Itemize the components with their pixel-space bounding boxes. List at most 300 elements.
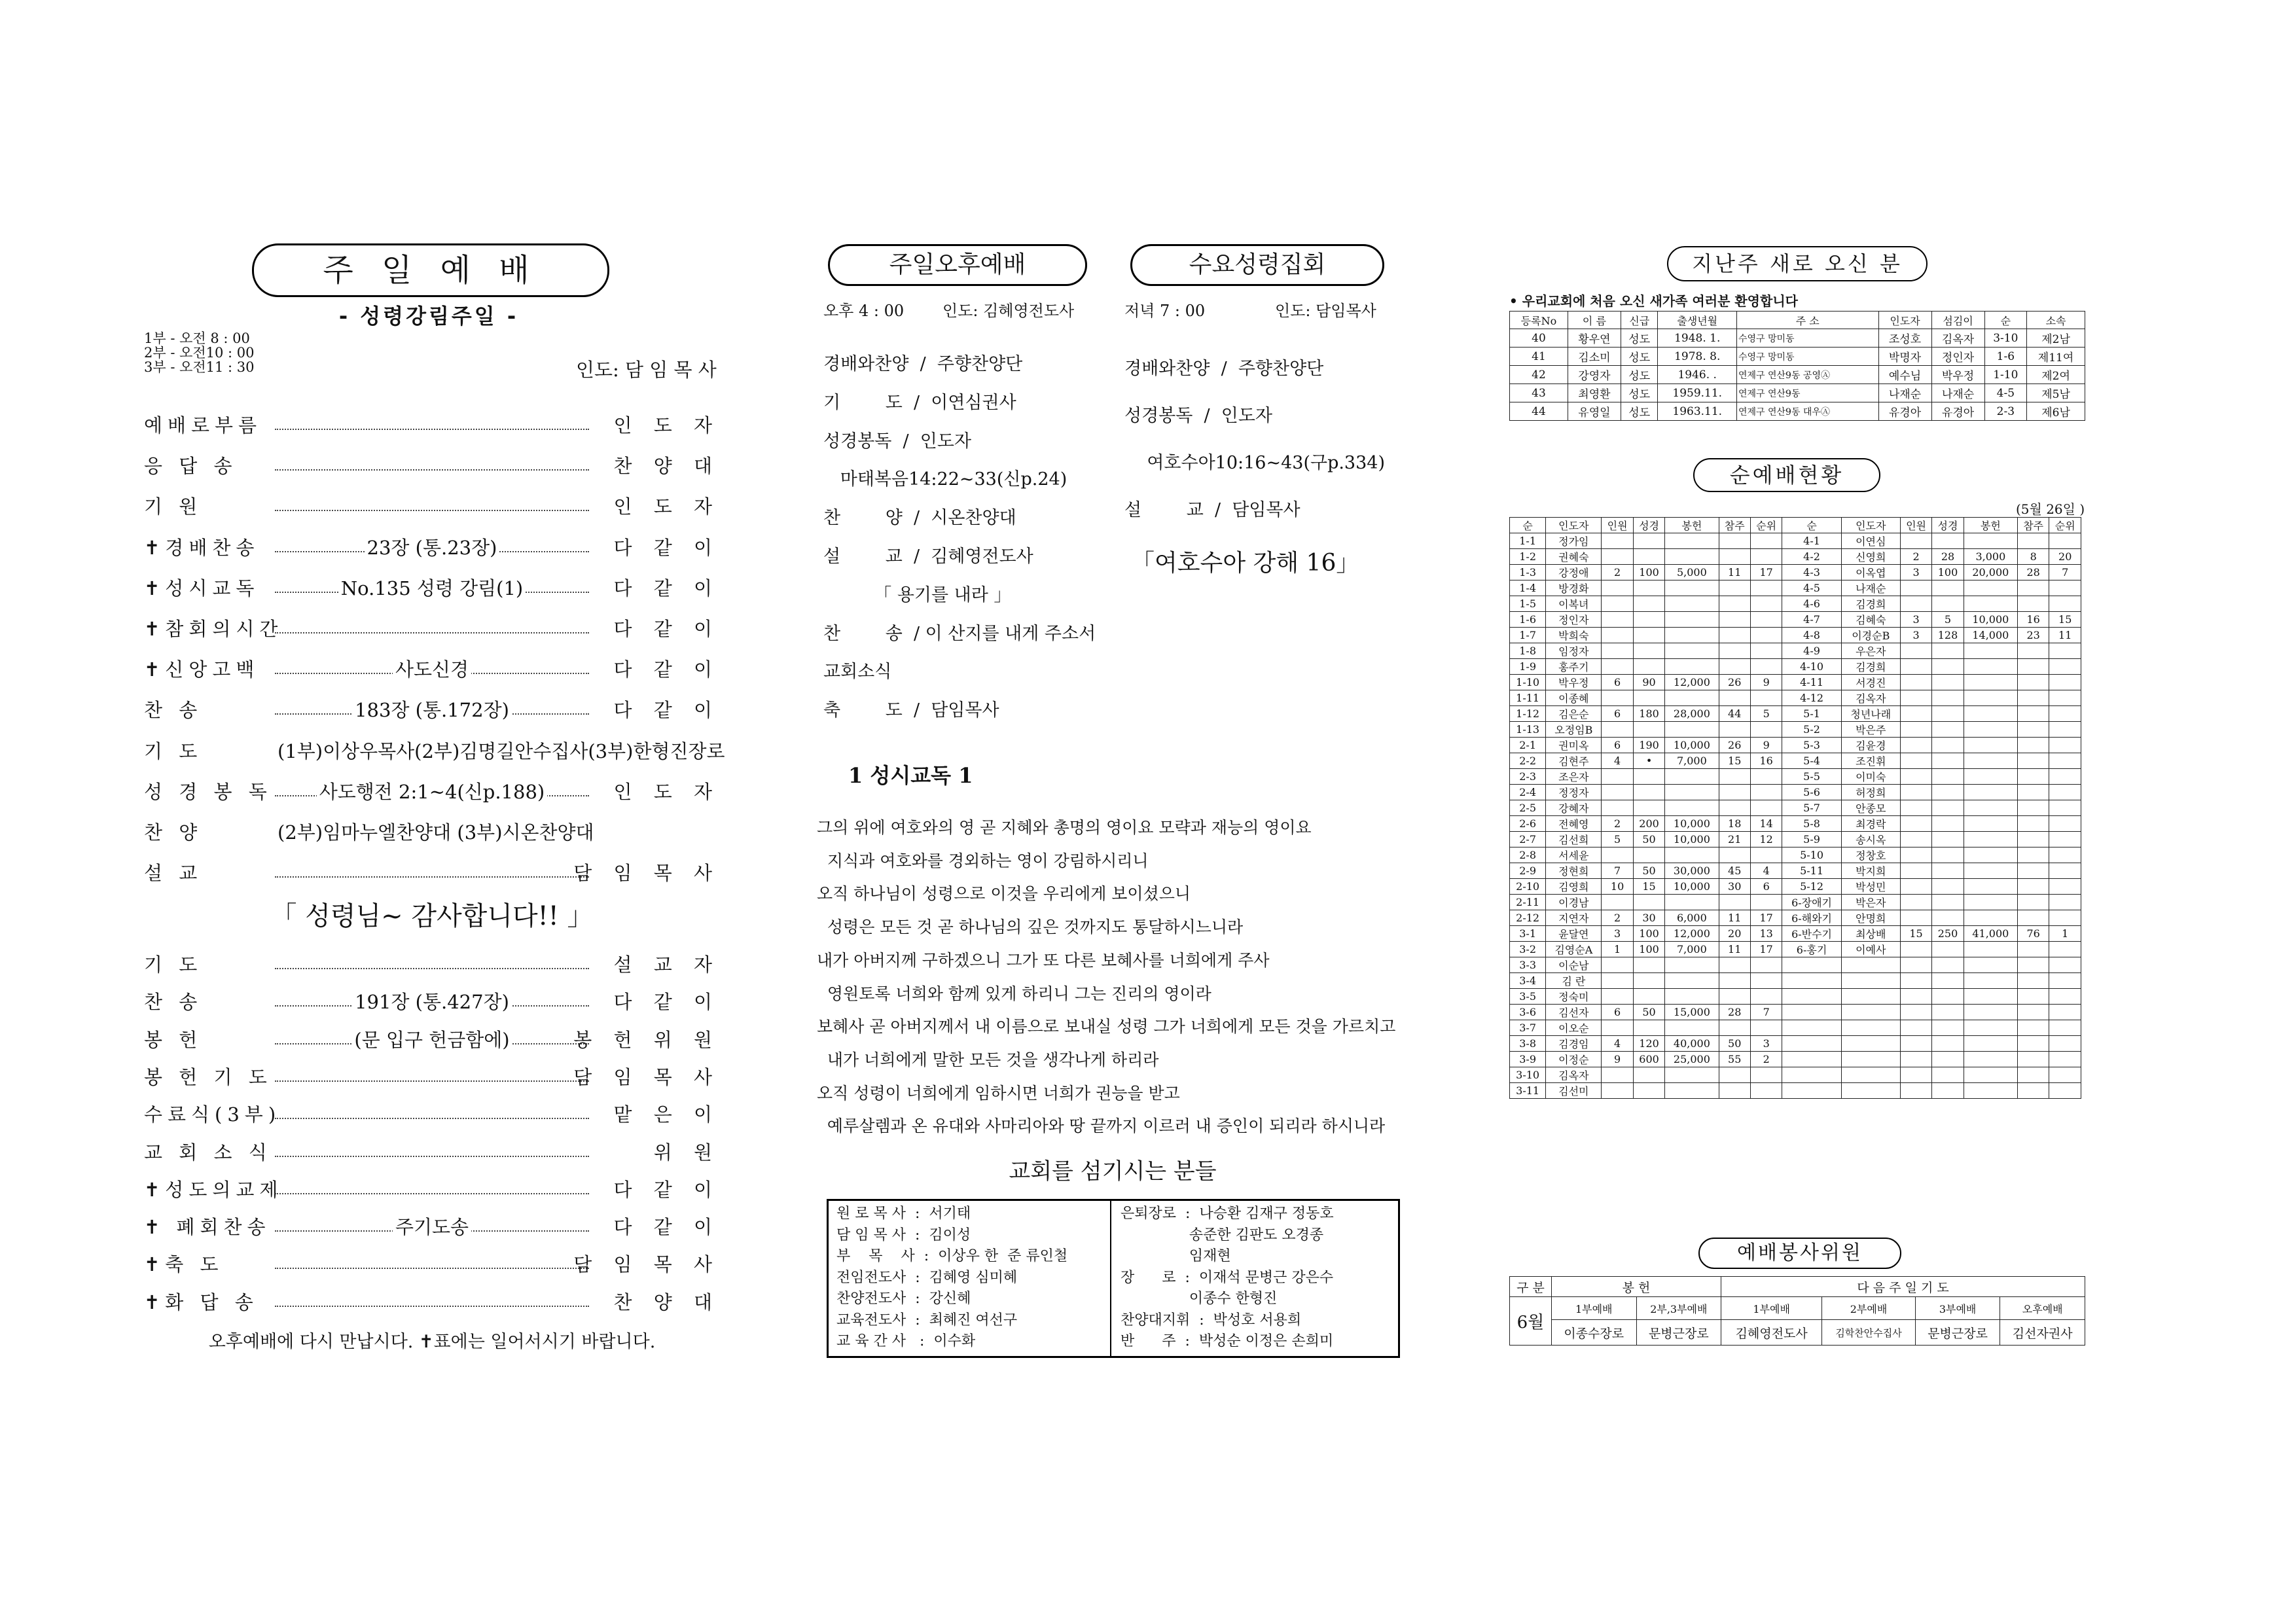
visitation-cell: 18 <box>1719 816 1750 832</box>
newcomers-cell: 유경아 <box>1931 402 1984 421</box>
visitation-cell: 6 <box>1602 738 1633 753</box>
visitation-cell <box>2049 738 2081 753</box>
service-order-leader: 다 같 이 <box>613 536 720 559</box>
visitation-cell: 5,000 <box>1665 565 1719 580</box>
service-order-leader: 위 원 <box>653 1141 720 1164</box>
newcomers-cell: 4-5 <box>1984 384 2027 402</box>
visitation-cell <box>1900 957 1931 973</box>
text-line: 성령은 모든 것 곧 하나님의 깊은 것까지도 통달하시느니라 <box>817 918 1244 937</box>
service-order-leader: 인 도 자 <box>613 495 720 518</box>
visitation-cell: 9 <box>1750 738 1782 753</box>
text-line: 교회소식 <box>823 662 892 683</box>
visitation-cell <box>2017 643 2049 659</box>
visitation-cell <box>2017 832 2049 847</box>
visitation-cell <box>1932 785 1964 800</box>
visitation-cell <box>1782 1036 1841 1052</box>
service-order-item <box>144 1100 720 1129</box>
newcomers-cell: 연제구 연산9동 <box>1736 384 1878 402</box>
visitation-cell <box>1719 769 1750 785</box>
newcomers-cell: 성도 <box>1621 402 1658 421</box>
visitation-cell: 1-13 <box>1510 722 1546 738</box>
visitation-cell: 박은자 <box>1841 895 1900 910</box>
visitation-cell: 10,000 <box>1665 879 1719 895</box>
visitation-cell: 2 <box>1602 910 1633 926</box>
visitation-cell <box>1932 738 1964 753</box>
visitation-row <box>1510 659 2081 675</box>
visitation-row <box>1510 565 2081 580</box>
visitation-cell <box>1602 800 1633 816</box>
visitation-cell <box>1750 957 1782 973</box>
visitation-cell: 23 <box>2017 628 2049 643</box>
newcomers-row <box>1510 366 2085 384</box>
newcomers-cell: 43 <box>1510 384 1568 402</box>
visitation-cell: 3-11 <box>1510 1083 1546 1099</box>
newcomers-cell: 1948. 1. <box>1658 329 1737 348</box>
visitation-cell <box>1633 533 1664 549</box>
vol-sub: 3부예배 <box>1915 1297 2000 1320</box>
service-order-detail: 사도신경 <box>393 658 471 681</box>
visitation-cell <box>1964 706 2017 722</box>
visitation-cell: 50 <box>1633 1005 1664 1020</box>
visitation-cell: 1-2 <box>1510 549 1546 565</box>
visitation-cell <box>1782 1067 1841 1083</box>
visitation-cell <box>2017 690 2049 706</box>
visitation-cell: 5 <box>1932 612 1964 628</box>
visitation-cell <box>1900 800 1931 816</box>
service-order-label: ✝경배찬송 <box>144 536 260 559</box>
text-line: 성경봉독 / 인도자 <box>823 431 972 452</box>
visitation-cell: 김현주 <box>1546 753 1602 769</box>
visitation-cell <box>1900 675 1931 690</box>
visitation-cell: 5-11 <box>1782 863 1841 879</box>
service-order-detail: 183장 (통.172장) <box>352 699 512 721</box>
visitation-cell: 정현희 <box>1546 863 1602 879</box>
visitation-cell <box>1932 910 1964 926</box>
visitation-cell: 10,000 <box>1665 832 1719 847</box>
visitation-cell <box>1932 847 1964 863</box>
text-line: 기 도 / 이연심권사 <box>823 392 1016 413</box>
visitation-cell: 나재순 <box>1841 580 1900 596</box>
newcomers-cell: 제5남 <box>2027 384 2085 402</box>
visitation-cell: 30 <box>1719 879 1750 895</box>
visitation-cell <box>1665 1020 1719 1036</box>
visitation-cell <box>1964 785 2017 800</box>
visitation-cell: 25,000 <box>1665 1052 1719 1067</box>
service-order-detail-wrap <box>275 655 589 682</box>
visitation-cell <box>1750 549 1782 565</box>
service-order-leader: 담 임 목 사 <box>573 1253 720 1276</box>
visitation-cell <box>2049 1020 2081 1036</box>
visitation-row <box>1510 549 2081 565</box>
visitation-cell: 90 <box>1633 675 1664 690</box>
visitation-cell: 7 <box>1602 863 1633 879</box>
visitation-cell: 26 <box>1719 675 1750 690</box>
visitation-cell <box>2017 769 2049 785</box>
visitation-row <box>1510 1020 2081 1036</box>
visitation-cell: 20 <box>2049 549 2081 565</box>
visitation-cell: 6 <box>1602 706 1633 722</box>
visitation-cell: 11 <box>1719 565 1750 580</box>
visitation-cell: 1-8 <box>1510 643 1546 659</box>
newcomers-cell: 44 <box>1510 402 1568 421</box>
visitation-cell: 12 <box>1750 832 1782 847</box>
main-service-footer: 오후예배에 다시 만납시다. ✝표에는 일어서시기 바랍니다. <box>208 1332 656 1352</box>
leader-dots <box>275 1306 589 1307</box>
visitation-cell: 50 <box>1633 863 1664 879</box>
newcomers-cell: 1-6 <box>1984 348 2027 366</box>
visitation-cell <box>1932 659 1964 675</box>
service-order-label: 기 도 <box>144 954 203 976</box>
service-order-item <box>144 615 720 643</box>
visitation-cell <box>2049 800 2081 816</box>
leader-dots <box>275 1156 589 1157</box>
visitation-cell <box>1750 596 1782 612</box>
visitation-cell <box>1932 596 1964 612</box>
newcomers-cell: 성도 <box>1621 348 1658 366</box>
visitation-cell <box>1900 1020 1931 1036</box>
text-line: 내가 너희에게 말한 모든 것을 생각나게 하리라 <box>817 1050 1159 1069</box>
visitation-cell <box>2049 785 2081 800</box>
main-service-subtitle: - 성령강림주일 - <box>338 304 519 329</box>
visitation-cell <box>1633 800 1664 816</box>
service-order-leader: 맡 은 이 <box>613 1103 720 1126</box>
visitation-cell: 이미숙 <box>1841 769 1900 785</box>
visitation-cell: 3-4 <box>1510 973 1546 989</box>
visitation-row <box>1510 612 2081 628</box>
visitation-cell <box>1964 769 2017 785</box>
visitation-cell <box>1900 643 1931 659</box>
newcomers-cell: 나재순 <box>1931 384 1984 402</box>
staff-line: 찬양대지휘 : 박성호 서용희 <box>1121 1311 1302 1329</box>
visitation-cell <box>1900 973 1931 989</box>
visitation-cell: 7 <box>2049 565 2081 580</box>
visitation-cell: 120 <box>1633 1036 1664 1052</box>
vol-sub: 1부예배 <box>1721 1297 1822 1320</box>
service-order-item <box>144 818 720 847</box>
visitation-header-cell: 순위 <box>2049 518 2081 533</box>
visitation-cell: 15 <box>2049 612 2081 628</box>
visitation-cell: 5-7 <box>1782 800 1841 816</box>
visitation-cell <box>1932 1020 1964 1036</box>
visitation-cell: 100 <box>1932 565 1964 580</box>
visitation-cell <box>1782 1083 1841 1099</box>
visitation-cell: 정숙미 <box>1546 989 1602 1005</box>
visitation-cell <box>1964 973 2017 989</box>
service-order-item <box>144 1213 720 1241</box>
visitation-cell <box>1964 1052 2017 1067</box>
visitation-cell <box>1719 596 1750 612</box>
vol-month: 6월 <box>1510 1297 1552 1346</box>
visitation-row <box>1510 989 2081 1005</box>
visitation-cell <box>1932 1052 1964 1067</box>
visitation-cell <box>1750 690 1782 706</box>
service-order-detail-wrap <box>275 818 594 845</box>
visitation-cell <box>1719 785 1750 800</box>
wednesday-service-title: 수요성령집회 <box>1189 251 1326 278</box>
visitation-cell: 13 <box>1750 926 1782 942</box>
newcomers-cell: 나재순 <box>1878 384 1931 402</box>
visitation-cell <box>1665 1083 1719 1099</box>
visitation-cell <box>1665 659 1719 675</box>
visitation-date: (5월 26일 ) <box>2016 501 2085 517</box>
visitation-cell: 3-2 <box>1510 942 1546 957</box>
visitation-cell <box>2049 1052 2081 1067</box>
visitation-cell: 5-5 <box>1782 769 1841 785</box>
visitation-cell: 4-11 <box>1782 675 1841 690</box>
visitation-cell <box>1932 942 1964 957</box>
visitation-cell <box>1633 628 1664 643</box>
text-line: 설 교 / 김혜영전도사 <box>823 546 1033 567</box>
visitation-cell <box>1665 895 1719 910</box>
visitation-cell <box>1964 722 2017 738</box>
visitation-cell: 40,000 <box>1665 1036 1719 1052</box>
service-order-detail-wrap <box>275 988 589 1014</box>
visitation-cell: 1-6 <box>1510 612 1546 628</box>
visitation-cell: 180 <box>1633 706 1664 722</box>
visitation-cell <box>2017 989 2049 1005</box>
newcomers-cell: 수영구 망미동 <box>1736 329 1878 348</box>
visitation-cell <box>1782 1020 1841 1036</box>
service-order-detail: 주기도송 <box>393 1216 471 1238</box>
visitation-cell: 3-6 <box>1510 1005 1546 1020</box>
visitation-cell: 4-5 <box>1782 580 1841 596</box>
visitation-cell <box>2049 816 2081 832</box>
visitation-cell <box>1964 942 2017 957</box>
visitation-cell <box>1719 533 1750 549</box>
visitation-cell <box>1665 628 1719 643</box>
visitation-cell <box>1932 706 1964 722</box>
staff-line: 담 임 목 사 : 김이성 <box>836 1226 971 1243</box>
text-line: 설 교 / 담임목사 <box>1124 500 1300 520</box>
visitation-cell: 128 <box>1932 628 1964 643</box>
visitation-row <box>1510 722 2081 738</box>
visitation-cell <box>1602 580 1633 596</box>
visitation-cell <box>1719 580 1750 596</box>
visitation-cell <box>1964 1036 2017 1052</box>
visitation-row <box>1510 1067 2081 1083</box>
visitation-header-cell: 인도자 <box>1546 518 1602 533</box>
vol-name: 이종수장로 <box>1551 1320 1636 1346</box>
visitation-cell <box>1900 847 1931 863</box>
visitation-cell: 권혜숙 <box>1546 549 1602 565</box>
visitation-cell <box>1719 1083 1750 1099</box>
visitation-cell <box>1633 612 1664 628</box>
vol-next-header: 다 음 주 일 기 도 <box>1721 1277 2085 1297</box>
visitation-cell <box>1841 957 1900 973</box>
visitation-cell: 41,000 <box>1964 926 2017 942</box>
visitation-cell <box>1665 973 1719 989</box>
visitation-cell <box>1719 847 1750 863</box>
visitation-cell: 45 <box>1719 863 1750 879</box>
visitation-cell: 5-8 <box>1782 816 1841 832</box>
service-order-label: 응 답 송 <box>144 455 238 478</box>
visitation-cell <box>1719 973 1750 989</box>
visitation-cell <box>1665 596 1719 612</box>
service-order-item <box>144 737 725 766</box>
visitation-row <box>1510 753 2081 769</box>
visitation-cell: 28 <box>1719 1005 1750 1020</box>
newcomers-cell: 40 <box>1510 329 1568 348</box>
visitation-cell <box>2017 785 2049 800</box>
visitation-cell: 박희숙 <box>1546 628 1602 643</box>
vol-name: 김혜영전도사 <box>1721 1320 1822 1346</box>
visitation-row <box>1510 973 2081 989</box>
service-order-detail-wrap <box>275 1213 589 1240</box>
visitation-cell <box>1841 1036 1900 1052</box>
text-line: 찬 양 / 시온찬양대 <box>823 508 1016 529</box>
visitation-row <box>1510 910 2081 926</box>
newcomers-cell: 성도 <box>1621 384 1658 402</box>
visitation-cell <box>1964 643 2017 659</box>
visitation-cell <box>1633 989 1664 1005</box>
visitation-cell: 조진휘 <box>1841 753 1900 769</box>
staff-line: 전임전도사 : 김혜영 심미혜 <box>836 1269 1018 1286</box>
visitation-header-cell: 인도자 <box>1841 518 1900 533</box>
service-order-leader: 다 같 이 <box>613 618 720 640</box>
visitation-cell <box>1719 659 1750 675</box>
visitation-cell: 2-2 <box>1510 753 1546 769</box>
visitation-row <box>1510 580 2081 596</box>
visitation-cell <box>1900 1005 1931 1020</box>
visitation-cell <box>2017 863 2049 879</box>
service-order-leader: 담 임 목 사 <box>573 862 720 885</box>
staff-line: 부 목 사 : 이상우 한 준 류인철 <box>836 1248 1068 1264</box>
service-order-leader: 봉 헌 위 원 <box>573 1028 720 1051</box>
visitation-cell: 3-1 <box>1510 926 1546 942</box>
staff-line: 장 로 : 이재석 문병근 강은수 <box>1121 1269 1334 1286</box>
service-order-item <box>144 859 720 887</box>
visitation-cell: 조은자 <box>1546 769 1602 785</box>
text-line: 지식과 여호와를 경외하는 영이 강림하시리니 <box>817 851 1149 870</box>
visitation-cell: 7,000 <box>1665 753 1719 769</box>
visitation-cell <box>2049 832 2081 847</box>
visitation-cell <box>1665 800 1719 816</box>
visitation-cell <box>1719 549 1750 565</box>
visitation-cell <box>1602 722 1633 738</box>
visitation-cell <box>1900 1067 1931 1083</box>
newcomers-row <box>1510 348 2085 366</box>
visitation-cell: 4-6 <box>1782 596 1841 612</box>
visitation-cell <box>1719 1020 1750 1036</box>
service-order-detail-wrap <box>275 777 589 804</box>
visitation-cell: 3 <box>1750 1036 1782 1052</box>
newcomers-cell: 연제구 연산9동 공영Ⓐ <box>1736 366 1878 384</box>
reading-title: 1 성시교독 1 <box>848 763 973 788</box>
newcomers-cell: 1-10 <box>1984 366 2027 384</box>
visitation-cell <box>1665 847 1719 863</box>
visitation-cell <box>1964 816 2017 832</box>
newcomers-cell: 1959.11. <box>1658 384 1737 402</box>
visitation-cell: 4 <box>1602 1036 1633 1052</box>
visitation-cell <box>1932 879 1964 895</box>
visitation-cell <box>1964 533 2017 549</box>
visitation-cell <box>2049 847 2081 863</box>
visitation-cell <box>1932 675 1964 690</box>
visitation-cell: 김옥자 <box>1841 690 1900 706</box>
service-time-1: 1부 - 오전 8 : 00 <box>144 330 250 346</box>
visitation-cell <box>1782 957 1841 973</box>
visitation-cell: 4 <box>1602 753 1633 769</box>
wednesday-sermon: 「여호수아 강해 16」 <box>1131 550 1360 577</box>
visitation-cell <box>1964 753 2017 769</box>
visitation-cell: 정창호 <box>1841 847 1900 863</box>
visitation-cell: 정인자 <box>1546 612 1602 628</box>
visitation-cell <box>2017 580 2049 596</box>
visitation-row <box>1510 1083 2081 1099</box>
vol-name: 김선자권사 <box>2000 1320 2085 1346</box>
newcomers-cell: 제2남 <box>2027 329 2085 348</box>
visitation-row <box>1510 628 2081 643</box>
newcomers-title: 지난주 새로 오신 분 <box>1692 251 1903 276</box>
visitation-cell <box>1633 1083 1664 1099</box>
visitation-cell <box>1750 800 1782 816</box>
visitation-cell <box>2049 957 2081 973</box>
visitation-cell <box>2049 769 2081 785</box>
visitation-cell: 3-8 <box>1510 1036 1546 1052</box>
visitation-cell <box>1841 1083 1900 1099</box>
visitation-cell: 1-10 <box>1510 675 1546 690</box>
newcomers-cell: 제2여 <box>2027 366 2085 384</box>
visitation-row <box>1510 895 2081 910</box>
visitation-cell <box>1964 800 2017 816</box>
visitation-cell: 2-5 <box>1510 800 1546 816</box>
visitation-cell <box>1750 533 1782 549</box>
service-order-detail-wrap <box>275 737 725 764</box>
visitation-cell: 5 <box>1602 832 1633 847</box>
visitation-row <box>1510 596 2081 612</box>
visitation-cell <box>2017 1052 2049 1067</box>
visitation-cell <box>1602 895 1633 910</box>
visitation-header-cell: 참주 <box>1719 518 1750 533</box>
visitation-cell <box>2017 1036 2049 1052</box>
service-order-item <box>144 452 720 480</box>
text-line: 「 용기를 내라 」 <box>823 584 1012 605</box>
visitation-cell <box>1665 1067 1719 1083</box>
visitation-cell <box>1932 816 1964 832</box>
service-order-item <box>144 533 720 562</box>
visitation-cell <box>1932 973 1964 989</box>
newcomers-title-frame <box>1667 246 1928 281</box>
visitation-cell <box>1900 533 1931 549</box>
visitation-cell <box>2017 659 2049 675</box>
visitation-cell: 최경락 <box>1841 816 1900 832</box>
visitation-cell <box>1750 612 1782 628</box>
visitation-cell: 4-1 <box>1782 533 1841 549</box>
visitation-cell: 11 <box>1719 910 1750 926</box>
visitation-cell <box>1750 989 1782 1005</box>
visitation-cell: 3-9 <box>1510 1052 1546 1067</box>
service-order-detail-wrap <box>275 696 589 722</box>
visitation-cell <box>1750 973 1782 989</box>
visitation-cell <box>1602 1067 1633 1083</box>
visitation-cell: 윤달연 <box>1546 926 1602 942</box>
visitation-cell: 50 <box>1719 1036 1750 1052</box>
visitation-cell: 4-9 <box>1782 643 1841 659</box>
afternoon-time: 오후 4 : 00 <box>823 302 905 320</box>
leader-dots <box>275 876 589 878</box>
visitation-row <box>1510 926 2081 942</box>
volunteers-title-frame <box>1698 1238 1901 1269</box>
visitation-cell: 5 <box>1750 706 1782 722</box>
visitation-cell <box>2049 942 2081 957</box>
visitation-cell <box>1602 659 1633 675</box>
visitation-cell <box>2049 706 2081 722</box>
visitation-cell: 2-8 <box>1510 847 1546 863</box>
leader-dots <box>275 968 589 969</box>
service-order-detail: 191장 (통.427장) <box>352 991 512 1013</box>
visitation-cell <box>1750 1020 1782 1036</box>
visitation-cell: 15 <box>1719 753 1750 769</box>
